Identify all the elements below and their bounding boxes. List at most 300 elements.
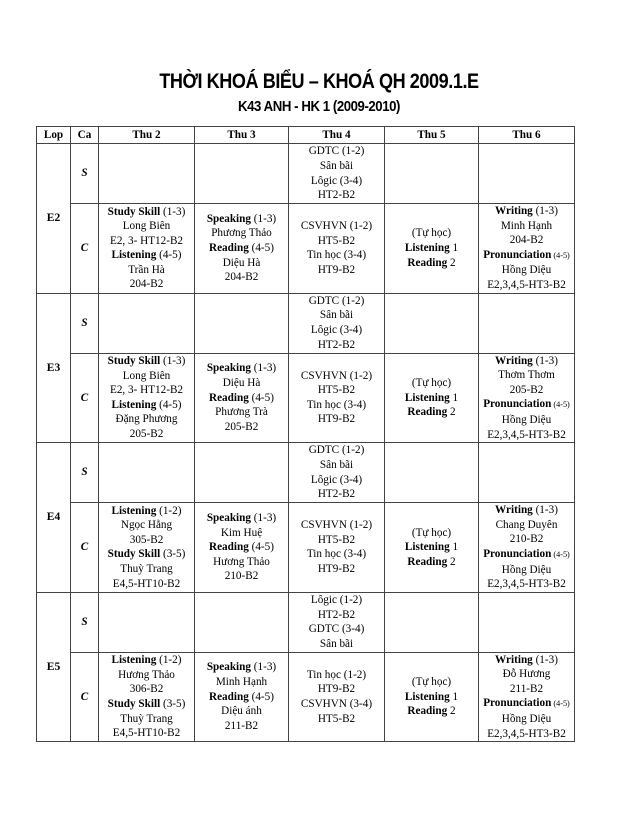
header-ca: Ca [71, 127, 99, 144]
cell-line [480, 653, 573, 668]
subject-name: Listening [404, 541, 450, 554]
cell-text: (Tự học) [411, 227, 452, 240]
cell-line [196, 690, 287, 705]
schedule-cell [195, 353, 289, 443]
cell-text: 2 [447, 705, 456, 718]
cell-text: (1-2) [156, 654, 182, 667]
cell-line [290, 473, 383, 488]
subject-name: Study Skill [107, 355, 161, 368]
schedule-cell [99, 652, 195, 742]
cell-line [100, 533, 193, 548]
cell-line [290, 562, 383, 577]
page-subtitle: K43 ANH - HK 1 (2009-2010) [238, 98, 400, 115]
cell-line [100, 547, 193, 562]
cell-line [100, 653, 193, 668]
cell-line [100, 682, 193, 697]
schedule-cell [99, 443, 195, 503]
cell-line [290, 547, 383, 562]
cell-text: HT9-B2 [317, 683, 356, 696]
session-label: C [71, 353, 99, 443]
cell-text: (4-5) [248, 690, 274, 703]
cell-line [100, 504, 193, 519]
subject-name: Listening [404, 391, 450, 404]
cell-line [196, 405, 287, 420]
cell-line [196, 376, 287, 391]
cell-text: (1-3) [160, 355, 186, 368]
cell-line [386, 704, 477, 719]
cell-text: E2, 3- HT12-B2 [109, 384, 184, 397]
subject-name: Reading [209, 241, 249, 254]
cell-text: Tin học (3-4) [306, 398, 367, 411]
cell-text: Thơm Thơm [498, 369, 555, 382]
cell-line [480, 532, 573, 547]
cell-text: (3-5) [160, 548, 186, 561]
cell-line [386, 690, 477, 705]
cell-line [480, 682, 573, 697]
cell-line [196, 719, 287, 734]
header-thu-2: Thu 2 [99, 127, 195, 144]
cell-line [290, 369, 383, 384]
schedule-cell [289, 144, 385, 204]
cell-line [290, 608, 383, 623]
cell-line [290, 668, 383, 683]
schedule-cell [385, 503, 479, 593]
cell-text: CSVHVN (1-2) [300, 519, 373, 532]
cell-line [290, 712, 383, 727]
cell-line [480, 397, 573, 413]
subject-name: Speaking [206, 362, 251, 375]
schedule-cell [289, 443, 385, 503]
cell-text: 2 [447, 555, 456, 568]
schedule-cell [195, 592, 289, 652]
cell-text: Hồng Diệu [501, 563, 552, 576]
cell-line [196, 540, 287, 555]
cell-text: (1-3) [532, 504, 558, 517]
cell-line [480, 696, 573, 712]
cell-text: 1 [449, 391, 459, 404]
cell-text: Hồng Diệu [501, 713, 552, 726]
cell-text: Diệu Hà [222, 376, 261, 389]
cell-line [100, 369, 193, 384]
cell-line [196, 361, 287, 376]
subject-name: Writing [495, 205, 533, 217]
cell-text: Sân bãi [319, 159, 354, 172]
cell-line [386, 405, 477, 420]
cell-line [480, 547, 573, 563]
cell-text: Hương Thảo [118, 668, 175, 681]
cell-line [290, 234, 383, 249]
cell-line [480, 233, 573, 248]
cell-text: GDTC (1-2) [308, 145, 365, 158]
cell-line [480, 563, 573, 578]
cell-text: Long Biên [122, 369, 171, 382]
cell-text: Lôgic (3-4) [310, 174, 363, 187]
timetable-row [37, 293, 575, 353]
subject-name: Pronunciation [483, 697, 552, 710]
cell-text: (1-3) [250, 661, 277, 674]
subject-name: Listening [111, 398, 157, 411]
cell-line [290, 443, 383, 458]
cell-line [480, 577, 573, 592]
schedule-cell [99, 144, 195, 204]
period-small: (4-5) [551, 400, 570, 410]
schedule-cell [195, 144, 289, 204]
subject-name: Reading [209, 690, 249, 703]
cell-line [386, 555, 477, 570]
cell-line [100, 205, 193, 220]
schedule-cell [385, 353, 479, 443]
cell-line [100, 577, 193, 592]
class-label: E2 [37, 144, 71, 294]
cell-line [196, 675, 287, 690]
cell-text: Diệu ánh [221, 705, 262, 718]
cell-line [480, 219, 573, 234]
cell-line [386, 226, 477, 241]
cell-line [100, 427, 193, 442]
subject-name: Reading [407, 406, 448, 419]
period-small: (4-5) [551, 549, 570, 559]
cell-text: Long Biên [122, 220, 171, 233]
cell-line [290, 248, 383, 263]
session-label: C [71, 204, 99, 294]
timetable-row [37, 503, 575, 593]
cell-line [100, 412, 193, 427]
cell-text: (4-5) [156, 249, 182, 262]
cell-text: 306-B2 [129, 683, 164, 696]
cell-text: (1-3) [250, 511, 277, 524]
cell-text: Hương Thảo [213, 555, 270, 568]
cell-line [196, 569, 287, 584]
cell-line [290, 294, 383, 309]
schedule-cell [479, 592, 575, 652]
cell-text: HT5-B2 [317, 234, 356, 247]
cell-text: GDTC (3-4) [308, 623, 365, 636]
cell-line [196, 511, 287, 526]
schedule-cell [385, 204, 479, 294]
class-label: E3 [37, 293, 71, 443]
cell-text: (1-3) [160, 205, 186, 218]
cell-line [480, 667, 573, 682]
cell-line [290, 383, 383, 398]
cell-text: 205-B2 [509, 383, 544, 396]
session-label: C [71, 503, 99, 593]
subject-name: Listening [404, 241, 450, 254]
cell-line [100, 277, 193, 292]
cell-line [480, 518, 573, 533]
subject-name: Study Skill [107, 548, 161, 561]
schedule-cell [385, 592, 479, 652]
page-title: THỜI KHOÁ BIỂU – KHOÁ QH 2009.1.E [159, 70, 479, 93]
cell-text: Hồng Diệu [501, 413, 552, 426]
cell-line [290, 622, 383, 637]
cell-line [290, 487, 383, 502]
cell-line [100, 712, 193, 727]
session-label: C [71, 652, 99, 742]
cell-text: Lôgic (3-4) [310, 324, 363, 337]
session-label: S [71, 144, 99, 204]
subject-name: Study Skill [107, 697, 161, 710]
cell-line [290, 637, 383, 652]
cell-line [196, 212, 287, 227]
subject-name: Pronunciation [483, 398, 552, 411]
cell-line [386, 376, 477, 391]
schedule-cell [99, 592, 195, 652]
session-label: S [71, 443, 99, 503]
cell-line [290, 144, 383, 159]
cell-text: Sân bãi [319, 309, 354, 322]
schedule-cell [479, 293, 575, 353]
cell-text: Tin học (1-2) [306, 668, 367, 681]
cell-text: HT9-B2 [317, 263, 356, 276]
schedule-cell [479, 144, 575, 204]
cell-text: (4-5) [248, 241, 274, 254]
cell-line [196, 704, 287, 719]
subject-name: Speaking [206, 661, 251, 674]
header-thu-5: Thu 5 [385, 127, 479, 144]
cell-line [196, 226, 287, 241]
schedule-cell [195, 652, 289, 742]
cell-text: 211-B2 [509, 682, 544, 695]
cell-text: (1-2) [156, 504, 182, 517]
cell-line [196, 256, 287, 271]
subject-name: Reading [407, 705, 448, 718]
cell-text: (4-5) [248, 391, 274, 404]
subject-name: Pronunciation [483, 547, 552, 560]
schedule-cell [195, 204, 289, 294]
timetable-row [37, 443, 575, 503]
cell-text: 204-B2 [129, 278, 164, 291]
cell-text: (1-3) [532, 354, 558, 367]
cell-text: GDTC (1-2) [308, 294, 365, 307]
session-label: S [71, 293, 99, 353]
cell-line [480, 727, 573, 742]
session-label: S [71, 592, 99, 652]
cell-text: 1 [449, 690, 459, 703]
cell-text: (1-3) [250, 362, 277, 375]
cell-text: Kim Huệ [220, 526, 263, 539]
cell-text: E2,3,4,5-HT3-B2 [487, 428, 566, 441]
cell-text: Thuỳ Trang [120, 712, 173, 725]
cell-line [386, 256, 477, 271]
cell-text: CSVHVN (1-2) [300, 369, 373, 382]
cell-text: 210-B2 [224, 570, 259, 583]
header-thu-6: Thu 6 [479, 127, 575, 144]
cell-text: HT2-B2 [317, 338, 356, 351]
schedule-cell [479, 652, 575, 742]
cell-line [290, 412, 383, 427]
cell-text: HT5-B2 [317, 712, 356, 725]
cell-line [100, 398, 193, 413]
cell-text: Tin học (3-4) [306, 249, 367, 262]
timetable-row [37, 353, 575, 443]
cell-text: (1-3) [532, 205, 558, 217]
header-lop: Lop [37, 127, 71, 144]
schedule-cell [385, 443, 479, 503]
schedule-cell [479, 204, 575, 294]
timetable-row [37, 144, 575, 204]
header-thu-3: Thu 3 [195, 127, 289, 144]
timetable-row [37, 204, 575, 294]
cell-text: Ngọc Hằng [120, 519, 173, 532]
cell-text: Phương Trà [215, 406, 268, 419]
schedule-cell [385, 293, 479, 353]
cell-line [480, 428, 573, 443]
cell-text: Trần Hà [128, 263, 165, 276]
schedule-cell [479, 353, 575, 443]
schedule-cell [289, 353, 385, 443]
schedule-cell [385, 652, 479, 742]
cell-text: (1-3) [532, 653, 558, 666]
cell-line [100, 219, 193, 234]
subject-name: Listening [404, 690, 450, 703]
subject-name: Study Skill [107, 205, 161, 218]
cell-text: E2,3,4,5-HT3-B2 [487, 578, 566, 591]
subject-name: Listening [111, 504, 157, 517]
subject-name: Writing [495, 354, 533, 367]
cell-text: HT9-B2 [317, 563, 356, 575]
cell-line [100, 562, 193, 577]
cell-text: HT5-B2 [317, 533, 356, 546]
cell-text: (3-5) [160, 697, 186, 710]
cell-line [386, 540, 477, 555]
cell-line [100, 726, 193, 741]
cell-text: 305-B2 [129, 533, 164, 546]
cell-line [290, 219, 383, 234]
cell-text: HT5-B2 [317, 384, 356, 397]
cell-line [100, 668, 193, 683]
timetable-body [37, 144, 575, 742]
cell-text: Tin học (3-4) [306, 548, 367, 561]
cell-line [100, 248, 193, 263]
cell-line [196, 270, 287, 285]
schedule-cell [99, 204, 195, 294]
cell-text: 210-B2 [509, 533, 544, 546]
cell-text: GDTC (1-2) [308, 444, 365, 457]
cell-text: Thuỳ Trang [120, 563, 173, 575]
cell-line [290, 338, 383, 353]
cell-line [290, 323, 383, 338]
cell-text: 205-B2 [224, 420, 259, 433]
schedule-cell [195, 443, 289, 503]
cell-line [480, 263, 573, 278]
subject-name: Reading [407, 256, 448, 269]
cell-line [196, 526, 287, 541]
cell-text: Sân bãi [319, 459, 354, 472]
cell-text: 205-B2 [129, 428, 164, 441]
cell-line [480, 354, 573, 369]
cell-text: 204-B2 [224, 271, 259, 284]
class-label: E5 [37, 592, 71, 742]
cell-text: 1 [449, 541, 459, 554]
cell-line [290, 682, 383, 697]
cell-line [290, 159, 383, 174]
schedule-cell [99, 503, 195, 593]
cell-text: Chang Duyên [495, 518, 558, 531]
cell-line [196, 391, 287, 406]
cell-text: E4,5-HT10-B2 [112, 577, 181, 590]
schedule-cell [99, 353, 195, 443]
schedule-cell [289, 592, 385, 652]
cell-line [480, 204, 573, 219]
cell-text: E2, 3- HT12-B2 [109, 234, 184, 247]
cell-line [100, 263, 193, 278]
cell-text: 211-B2 [224, 719, 259, 732]
cell-text: (Tự học) [411, 526, 452, 539]
subject-name: Speaking [206, 511, 251, 524]
cell-text: Đỗ Hương [502, 668, 551, 681]
subject-name: Writing [495, 653, 533, 666]
subject-name: Reading [209, 541, 249, 554]
cell-line [100, 354, 193, 369]
cell-line [100, 697, 193, 712]
cell-line [290, 398, 383, 413]
schedule-cell [195, 503, 289, 593]
cell-text: Lôgic (3-4) [310, 473, 363, 486]
cell-line [290, 308, 383, 323]
subject-name: Writing [495, 504, 533, 517]
cell-text: E2,3,4,5-HT3-B2 [487, 278, 566, 291]
cell-line [196, 555, 287, 570]
schedule-cell [385, 144, 479, 204]
cell-text: Sân bãi [319, 637, 354, 650]
cell-text: (Tự học) [411, 676, 452, 689]
cell-text: Minh Hạnh [500, 219, 553, 232]
cell-text: CSVHVN (3-4) [300, 697, 373, 710]
subject-name: Listening [111, 249, 157, 262]
cell-line [480, 278, 573, 293]
cell-line [290, 188, 383, 203]
cell-line [480, 383, 573, 398]
period-small: (4-5) [551, 250, 570, 260]
subject-name: Pronunciation [483, 248, 552, 261]
cell-line [196, 241, 287, 256]
cell-line [480, 503, 573, 518]
cell-line [290, 263, 383, 278]
header-thu-4: Thu 4 [289, 127, 385, 144]
schedule-cell [289, 293, 385, 353]
header-row [37, 127, 575, 144]
cell-line [480, 368, 573, 383]
schedule-cell [479, 443, 575, 503]
cell-line [290, 518, 383, 533]
cell-text: CSVHVN (1-2) [300, 220, 373, 233]
cell-text: 2 [447, 406, 456, 419]
cell-line [386, 675, 477, 690]
cell-text: Lôgic (1-2) [310, 594, 363, 606]
cell-text: 2 [447, 256, 456, 269]
cell-line [386, 391, 477, 406]
subject-name: Listening [111, 654, 157, 667]
cell-text: Diệu Hà [222, 256, 261, 269]
cell-line [386, 526, 477, 541]
cell-line [480, 712, 573, 727]
schedule-cell [289, 204, 385, 294]
cell-text: Phương Thảo [211, 227, 272, 240]
cell-text: HT2-B2 [317, 189, 356, 202]
subject-name: Reading [407, 555, 448, 568]
cell-text: 1 [449, 241, 459, 254]
cell-text: HT2-B2 [317, 608, 356, 621]
cell-text: E4,5-HT10-B2 [112, 727, 181, 740]
cell-text: 204-B2 [509, 234, 544, 247]
class-label: E4 [37, 443, 71, 593]
timetable [36, 126, 575, 742]
cell-line [480, 248, 573, 264]
cell-line [290, 533, 383, 548]
cell-line [290, 458, 383, 473]
schedule-cell [289, 652, 385, 742]
cell-text: Minh Hạnh [215, 676, 268, 689]
